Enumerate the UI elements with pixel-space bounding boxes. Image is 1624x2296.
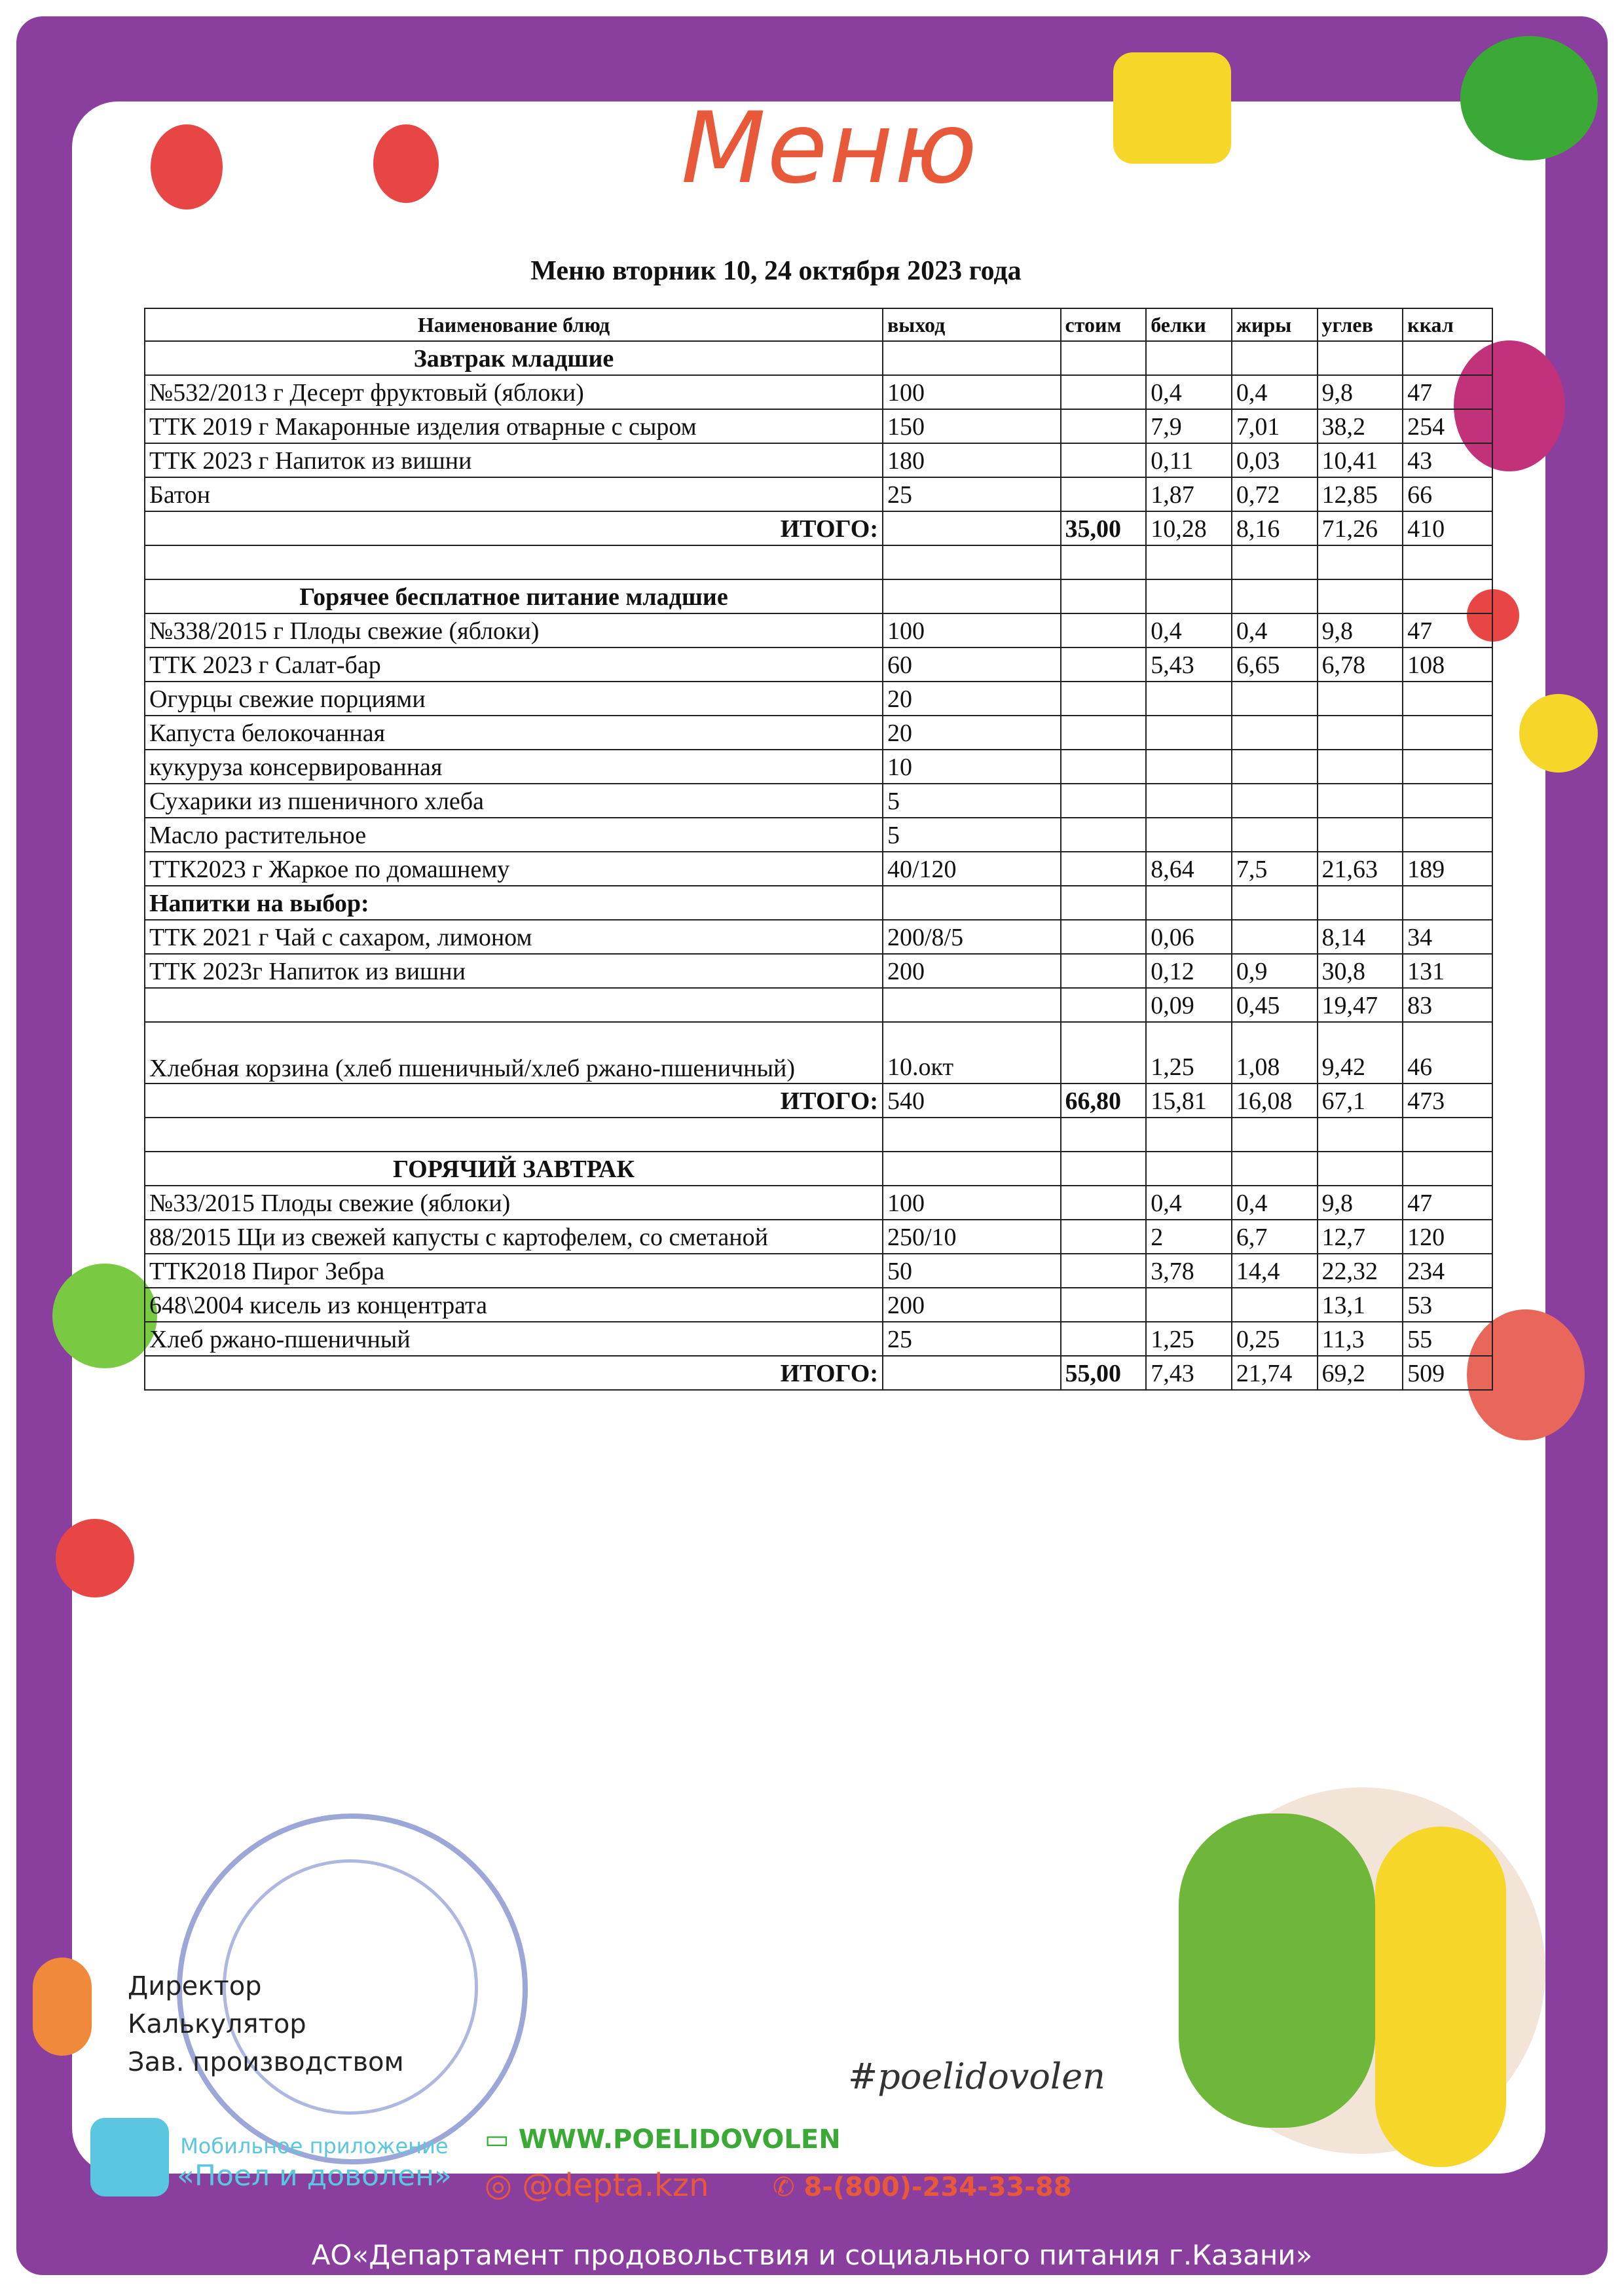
value-k: 108: [1403, 647, 1492, 682]
value-b: 0,12: [1146, 954, 1232, 988]
total-out: [883, 511, 1061, 545]
table-cell: [1146, 886, 1232, 920]
value-out: 100: [883, 375, 1061, 409]
dish-name: ТТК 2023 г Салат-бар: [145, 647, 883, 682]
table-cell: [883, 341, 1061, 375]
signature-production-head: Зав. производством: [128, 2047, 404, 2077]
table-cell: [883, 1152, 1061, 1186]
lemon-character-icon: [1519, 694, 1598, 773]
table-row: [145, 784, 1492, 818]
dish-name: ТТК 2023 г Напиток из вишни: [145, 443, 883, 477]
table-cell: [1061, 1118, 1147, 1152]
value-c: 9,8: [1318, 1186, 1403, 1220]
total-f: 21,74: [1232, 1356, 1318, 1390]
value-cost: [1061, 1022, 1147, 1084]
dish-name: Масло растительное: [145, 818, 883, 852]
website-link[interactable]: ▭ WWW.POELIDOVOLEN: [485, 2124, 841, 2155]
value-k: 55: [1403, 1322, 1492, 1356]
value-c: 8,14: [1318, 920, 1403, 954]
value-f: [1232, 1288, 1318, 1322]
value-f: 6,7: [1232, 1220, 1318, 1254]
value-k: 254: [1403, 409, 1492, 443]
value-out: 60: [883, 647, 1061, 682]
value-k: [1403, 716, 1492, 750]
value-c: 38,2: [1318, 409, 1403, 443]
dish-name: №532/2013 г Десерт фруктовый (яблоки): [145, 375, 883, 409]
value-out: 25: [883, 477, 1061, 511]
value-f: [1232, 920, 1318, 954]
banana-character-icon: [1375, 1827, 1506, 2167]
value-k: 46: [1403, 1022, 1492, 1084]
value-out: 100: [883, 1186, 1061, 1220]
dish-name: Хлеб ржано-пшеничный: [145, 1322, 883, 1356]
menu-logo-title: Меню: [681, 92, 979, 206]
total-label: ИТОГО:: [145, 1084, 883, 1118]
total-row: [145, 1084, 1492, 1118]
instagram-icon: ◎: [485, 2167, 523, 2204]
mobile-app-line2: «Поел и доволен»: [177, 2159, 452, 2193]
table-cell: [1403, 579, 1492, 613]
table-cell: [1061, 545, 1147, 579]
value-k: 66: [1403, 477, 1492, 511]
value-out: 10: [883, 750, 1061, 784]
table-row: [145, 1254, 1492, 1288]
value-k: 53: [1403, 1288, 1492, 1322]
table-cell: [1403, 1118, 1492, 1152]
value-b: 5,43: [1146, 647, 1232, 682]
signature-director: Директор: [128, 1971, 262, 2001]
value-k: [1403, 784, 1492, 818]
table-row: [145, 750, 1492, 784]
table-cell: [883, 579, 1061, 613]
value-c: 12,7: [1318, 1220, 1403, 1254]
value-c: [1318, 716, 1403, 750]
value-k: 189: [1403, 852, 1492, 886]
cheese-character-icon: [1113, 52, 1231, 164]
value-b: 0,06: [1146, 920, 1232, 954]
table-cell: [1146, 545, 1232, 579]
column-header: углев: [1318, 308, 1403, 341]
table-cell: [1232, 545, 1318, 579]
value-out: 5: [883, 784, 1061, 818]
value-c: 22,32: [1318, 1254, 1403, 1288]
value-f: 0,9: [1232, 954, 1318, 988]
total-f: 16,08: [1232, 1084, 1318, 1118]
value-out: 20: [883, 682, 1061, 716]
value-f: 0,72: [1232, 477, 1318, 511]
total-cost: 66,80: [1061, 1084, 1147, 1118]
subsection-row: [145, 886, 1492, 920]
total-c: 67,1: [1318, 1084, 1403, 1118]
total-b: 15,81: [1146, 1084, 1232, 1118]
table-cell: [1403, 341, 1492, 375]
table-cell: [1232, 1152, 1318, 1186]
value-out: 5: [883, 818, 1061, 852]
table-cell: [1403, 1152, 1492, 1186]
value-c: 12,85: [1318, 477, 1403, 511]
table-row: [145, 477, 1492, 511]
total-label: ИТОГО:: [145, 511, 883, 545]
value-out: [883, 988, 1061, 1022]
value-cost: [1061, 988, 1147, 1022]
table-row: [145, 1220, 1492, 1254]
value-out: 180: [883, 443, 1061, 477]
value-k: 234: [1403, 1254, 1492, 1288]
table-cell: [883, 545, 1061, 579]
value-b: 0,4: [1146, 613, 1232, 647]
total-k: 473: [1403, 1084, 1492, 1118]
value-out: 100: [883, 613, 1061, 647]
mobile-app-label: [177, 2131, 452, 2191]
table-cell: [1232, 886, 1318, 920]
table-cell: [883, 1118, 1061, 1152]
table-cell: [1061, 1152, 1147, 1186]
total-k: 410: [1403, 511, 1492, 545]
signature-calculator: Калькулятор: [128, 2009, 306, 2039]
total-label: ИТОГО:: [145, 1356, 883, 1390]
total-out: 540: [883, 1084, 1061, 1118]
mobile-app-line1: Мобильное приложение: [180, 2134, 449, 2159]
value-cost: [1061, 409, 1147, 443]
column-header: белки: [1146, 308, 1232, 341]
dish-name: Капуста белокочанная: [145, 716, 883, 750]
value-out: 250/10: [883, 1220, 1061, 1254]
table-cell: [1061, 886, 1147, 920]
table-row: [145, 988, 1492, 1022]
total-b: 7,43: [1146, 1356, 1232, 1390]
table-row: [145, 852, 1492, 886]
table-row: [145, 954, 1492, 988]
value-cost: [1061, 443, 1147, 477]
table-cell: [1232, 341, 1318, 375]
column-header: Наименование блюд: [145, 308, 883, 341]
hashtag: #poelidovolen: [848, 2056, 1105, 2097]
tomato-character-icon: [151, 124, 223, 210]
table-row: [145, 716, 1492, 750]
cucumber-slice-icon: [1460, 36, 1598, 160]
value-b: 0,11: [1146, 443, 1232, 477]
total-k: 509: [1403, 1356, 1492, 1390]
table-row: [145, 920, 1492, 954]
value-f: 0,4: [1232, 375, 1318, 409]
value-b: 1,87: [1146, 477, 1232, 511]
column-header: жиры: [1232, 308, 1318, 341]
phone-icon: ✆: [773, 2172, 804, 2202]
section-row: [145, 579, 1492, 613]
section-row: [145, 341, 1492, 375]
value-cost: [1061, 1322, 1147, 1356]
table-cell: [1318, 1152, 1403, 1186]
value-cost: [1061, 477, 1147, 511]
table-cell: [1232, 579, 1318, 613]
carrot-character-icon: [33, 1958, 92, 2056]
value-cost: [1061, 716, 1147, 750]
blank-row: [145, 545, 1492, 579]
value-f: [1232, 818, 1318, 852]
value-out: 200: [883, 954, 1061, 988]
value-out: 10.окт: [883, 1022, 1061, 1084]
value-f: 0,4: [1232, 613, 1318, 647]
table-header-row: [145, 308, 1492, 341]
menu-table: [144, 308, 1493, 1391]
table-cell: [1146, 1118, 1232, 1152]
value-k: 47: [1403, 613, 1492, 647]
value-f: [1232, 750, 1318, 784]
value-cost: [1061, 1220, 1147, 1254]
value-b: 1,25: [1146, 1322, 1232, 1356]
dish-name: ТТК 2023г Напиток из вишни: [145, 954, 883, 988]
dish-name: ТТК2018 Пирог Зебра: [145, 1254, 883, 1288]
value-k: 131: [1403, 954, 1492, 988]
value-out: 40/120: [883, 852, 1061, 886]
value-c: [1318, 818, 1403, 852]
value-cost: [1061, 682, 1147, 716]
table-row: [145, 818, 1492, 852]
value-f: 7,5: [1232, 852, 1318, 886]
table-cell: [1318, 579, 1403, 613]
value-b: 0,09: [1146, 988, 1232, 1022]
value-f: 1,08: [1232, 1022, 1318, 1084]
signature-block: [128, 1967, 404, 2081]
value-k: 120: [1403, 1220, 1492, 1254]
broccoli-character-icon: [1179, 1813, 1375, 2128]
value-b: [1146, 716, 1232, 750]
value-b: 1,25: [1146, 1022, 1232, 1084]
value-k: 83: [1403, 988, 1492, 1022]
value-c: 9,42: [1318, 1022, 1403, 1084]
table-cell: [145, 545, 883, 579]
value-cost: [1061, 852, 1147, 886]
value-f: 0,03: [1232, 443, 1318, 477]
table-row: [145, 1186, 1492, 1220]
instagram-link[interactable]: ◎ @depta.kzn: [485, 2167, 709, 2204]
dish-name: Огурцы свежие порциями: [145, 682, 883, 716]
value-c: 10,41: [1318, 443, 1403, 477]
value-out: 200/8/5: [883, 920, 1061, 954]
dish-name: ТТК 2021 г Чай с сахаром, лимоном: [145, 920, 883, 954]
dish-name: №33/2015 Плоды свежие (яблоки): [145, 1186, 883, 1220]
dish-name: ТТК 2019 г Макаронные изделия отварные с сыром: [145, 409, 883, 443]
tomato-character-icon: [373, 124, 439, 203]
value-out: 20: [883, 716, 1061, 750]
dish-name: ТТК2023 г Жаркое по домашнему: [145, 852, 883, 886]
table-cell: [1146, 579, 1232, 613]
value-b: 0,4: [1146, 1186, 1232, 1220]
mobile-app-icon: [90, 2118, 169, 2196]
value-f: 7,01: [1232, 409, 1318, 443]
dish-name: Батон: [145, 477, 883, 511]
table-cell: [145, 1118, 883, 1152]
value-c: 9,8: [1318, 375, 1403, 409]
table-cell: [1232, 1118, 1318, 1152]
dish-name: Хлебная корзина (хлеб пшеничный/хлеб ржано-пшеничный): [145, 1022, 883, 1084]
apple-character-icon: [52, 1264, 157, 1368]
section-title: ГОРЯЧИЙ ЗАВТРАК: [145, 1152, 883, 1186]
dish-name: 88/2015 Щи из свежей капусты с картофелем, со сметаной: [145, 1220, 883, 1254]
value-b: 0,4: [1146, 375, 1232, 409]
value-c: [1318, 784, 1403, 818]
value-f: 14,4: [1232, 1254, 1318, 1288]
total-c: 71,26: [1318, 511, 1403, 545]
column-header: стоим: [1061, 308, 1147, 341]
total-f: 8,16: [1232, 511, 1318, 545]
web-monitor-icon: ▭: [485, 2124, 519, 2155]
blank-row: [145, 1118, 1492, 1152]
table-row: [145, 1288, 1492, 1322]
table-row: [145, 1322, 1492, 1356]
value-f: [1232, 682, 1318, 716]
table-row: [145, 375, 1492, 409]
value-c: 21,63: [1318, 852, 1403, 886]
table-cell: [1403, 886, 1492, 920]
value-out: 150: [883, 409, 1061, 443]
value-b: [1146, 682, 1232, 716]
value-cost: [1061, 1254, 1147, 1288]
value-c: 13,1: [1318, 1288, 1403, 1322]
value-c: 30,8: [1318, 954, 1403, 988]
value-b: [1146, 1288, 1232, 1322]
section-row: [145, 1152, 1492, 1186]
dish-name: Сухарики из пшеничного хлеба: [145, 784, 883, 818]
value-cost: [1061, 920, 1147, 954]
total-c: 69,2: [1318, 1356, 1403, 1390]
value-k: 43: [1403, 443, 1492, 477]
table-row: [145, 443, 1492, 477]
column-header: ккал: [1403, 308, 1492, 341]
value-c: 9,8: [1318, 613, 1403, 647]
value-cost: [1061, 1186, 1147, 1220]
table-cell: [1318, 545, 1403, 579]
value-c: [1318, 750, 1403, 784]
table-row: [145, 613, 1492, 647]
subsection-title: Напитки на выбор:: [145, 886, 883, 920]
value-k: 47: [1403, 375, 1492, 409]
value-f: 0,45: [1232, 988, 1318, 1022]
table-cell: [1403, 545, 1492, 579]
table-cell: [1061, 341, 1147, 375]
table-cell: [1318, 341, 1403, 375]
value-cost: [1061, 613, 1147, 647]
dish-name: кукуруза консервированная: [145, 750, 883, 784]
table-cell: [1146, 1152, 1232, 1186]
table-cell: [1061, 579, 1147, 613]
value-cost: [1061, 954, 1147, 988]
total-cost: 35,00: [1061, 511, 1147, 545]
value-c: 11,3: [1318, 1322, 1403, 1356]
total-cost: 55,00: [1061, 1356, 1147, 1390]
value-k: [1403, 818, 1492, 852]
value-cost: [1061, 375, 1147, 409]
footer-organization: АО«Департамент продовольствия и социального питания г.Казани»: [311, 2239, 1313, 2271]
dish-name: 648\2004 кисель из концентрата: [145, 1288, 883, 1322]
dish-name: №338/2015 г Плоды свежие (яблоки): [145, 613, 883, 647]
value-k: 47: [1403, 1186, 1492, 1220]
value-c: 6,78: [1318, 647, 1403, 682]
section-title: Завтрак младшие: [145, 341, 883, 375]
value-out: 50: [883, 1254, 1061, 1288]
total-row: [145, 1356, 1492, 1390]
value-b: 8,64: [1146, 852, 1232, 886]
value-k: [1403, 750, 1492, 784]
total-b: 10,28: [1146, 511, 1232, 545]
value-cost: [1061, 750, 1147, 784]
table-row: [145, 409, 1492, 443]
value-f: [1232, 784, 1318, 818]
value-c: 19,47: [1318, 988, 1403, 1022]
table-cell: [1146, 341, 1232, 375]
section-title: Горячее бесплатное питание младшие: [145, 579, 883, 613]
value-f: [1232, 716, 1318, 750]
value-cost: [1061, 1288, 1147, 1322]
phone-number[interactable]: ✆ 8-(800)-234-33-88: [773, 2172, 1072, 2202]
value-b: [1146, 750, 1232, 784]
tomato-character-icon: [56, 1519, 134, 1597]
value-cost: [1061, 818, 1147, 852]
table-row: [145, 1022, 1492, 1084]
total-out: [883, 1356, 1061, 1390]
value-cost: [1061, 784, 1147, 818]
value-b: 7,9: [1146, 409, 1232, 443]
value-cost: [1061, 647, 1147, 682]
table-cell: [1318, 1118, 1403, 1152]
value-out: 200: [883, 1288, 1061, 1322]
value-c: [1318, 682, 1403, 716]
column-header: выход: [883, 308, 1061, 341]
value-b: [1146, 784, 1232, 818]
value-f: 0,4: [1232, 1186, 1318, 1220]
total-row: [145, 511, 1492, 545]
value-k: 34: [1403, 920, 1492, 954]
table-cell: [1318, 886, 1403, 920]
table-row: [145, 682, 1492, 716]
table-row: [145, 647, 1492, 682]
value-out: 25: [883, 1322, 1061, 1356]
value-b: 2: [1146, 1220, 1232, 1254]
table-cell: [883, 886, 1061, 920]
value-f: 0,25: [1232, 1322, 1318, 1356]
value-b: [1146, 818, 1232, 852]
dish-name: [145, 988, 883, 1022]
value-f: 6,65: [1232, 647, 1318, 682]
value-b: 3,78: [1146, 1254, 1232, 1288]
document-title: Меню вторник 10, 24 октября 2023 года: [530, 256, 1022, 286]
value-k: [1403, 682, 1492, 716]
